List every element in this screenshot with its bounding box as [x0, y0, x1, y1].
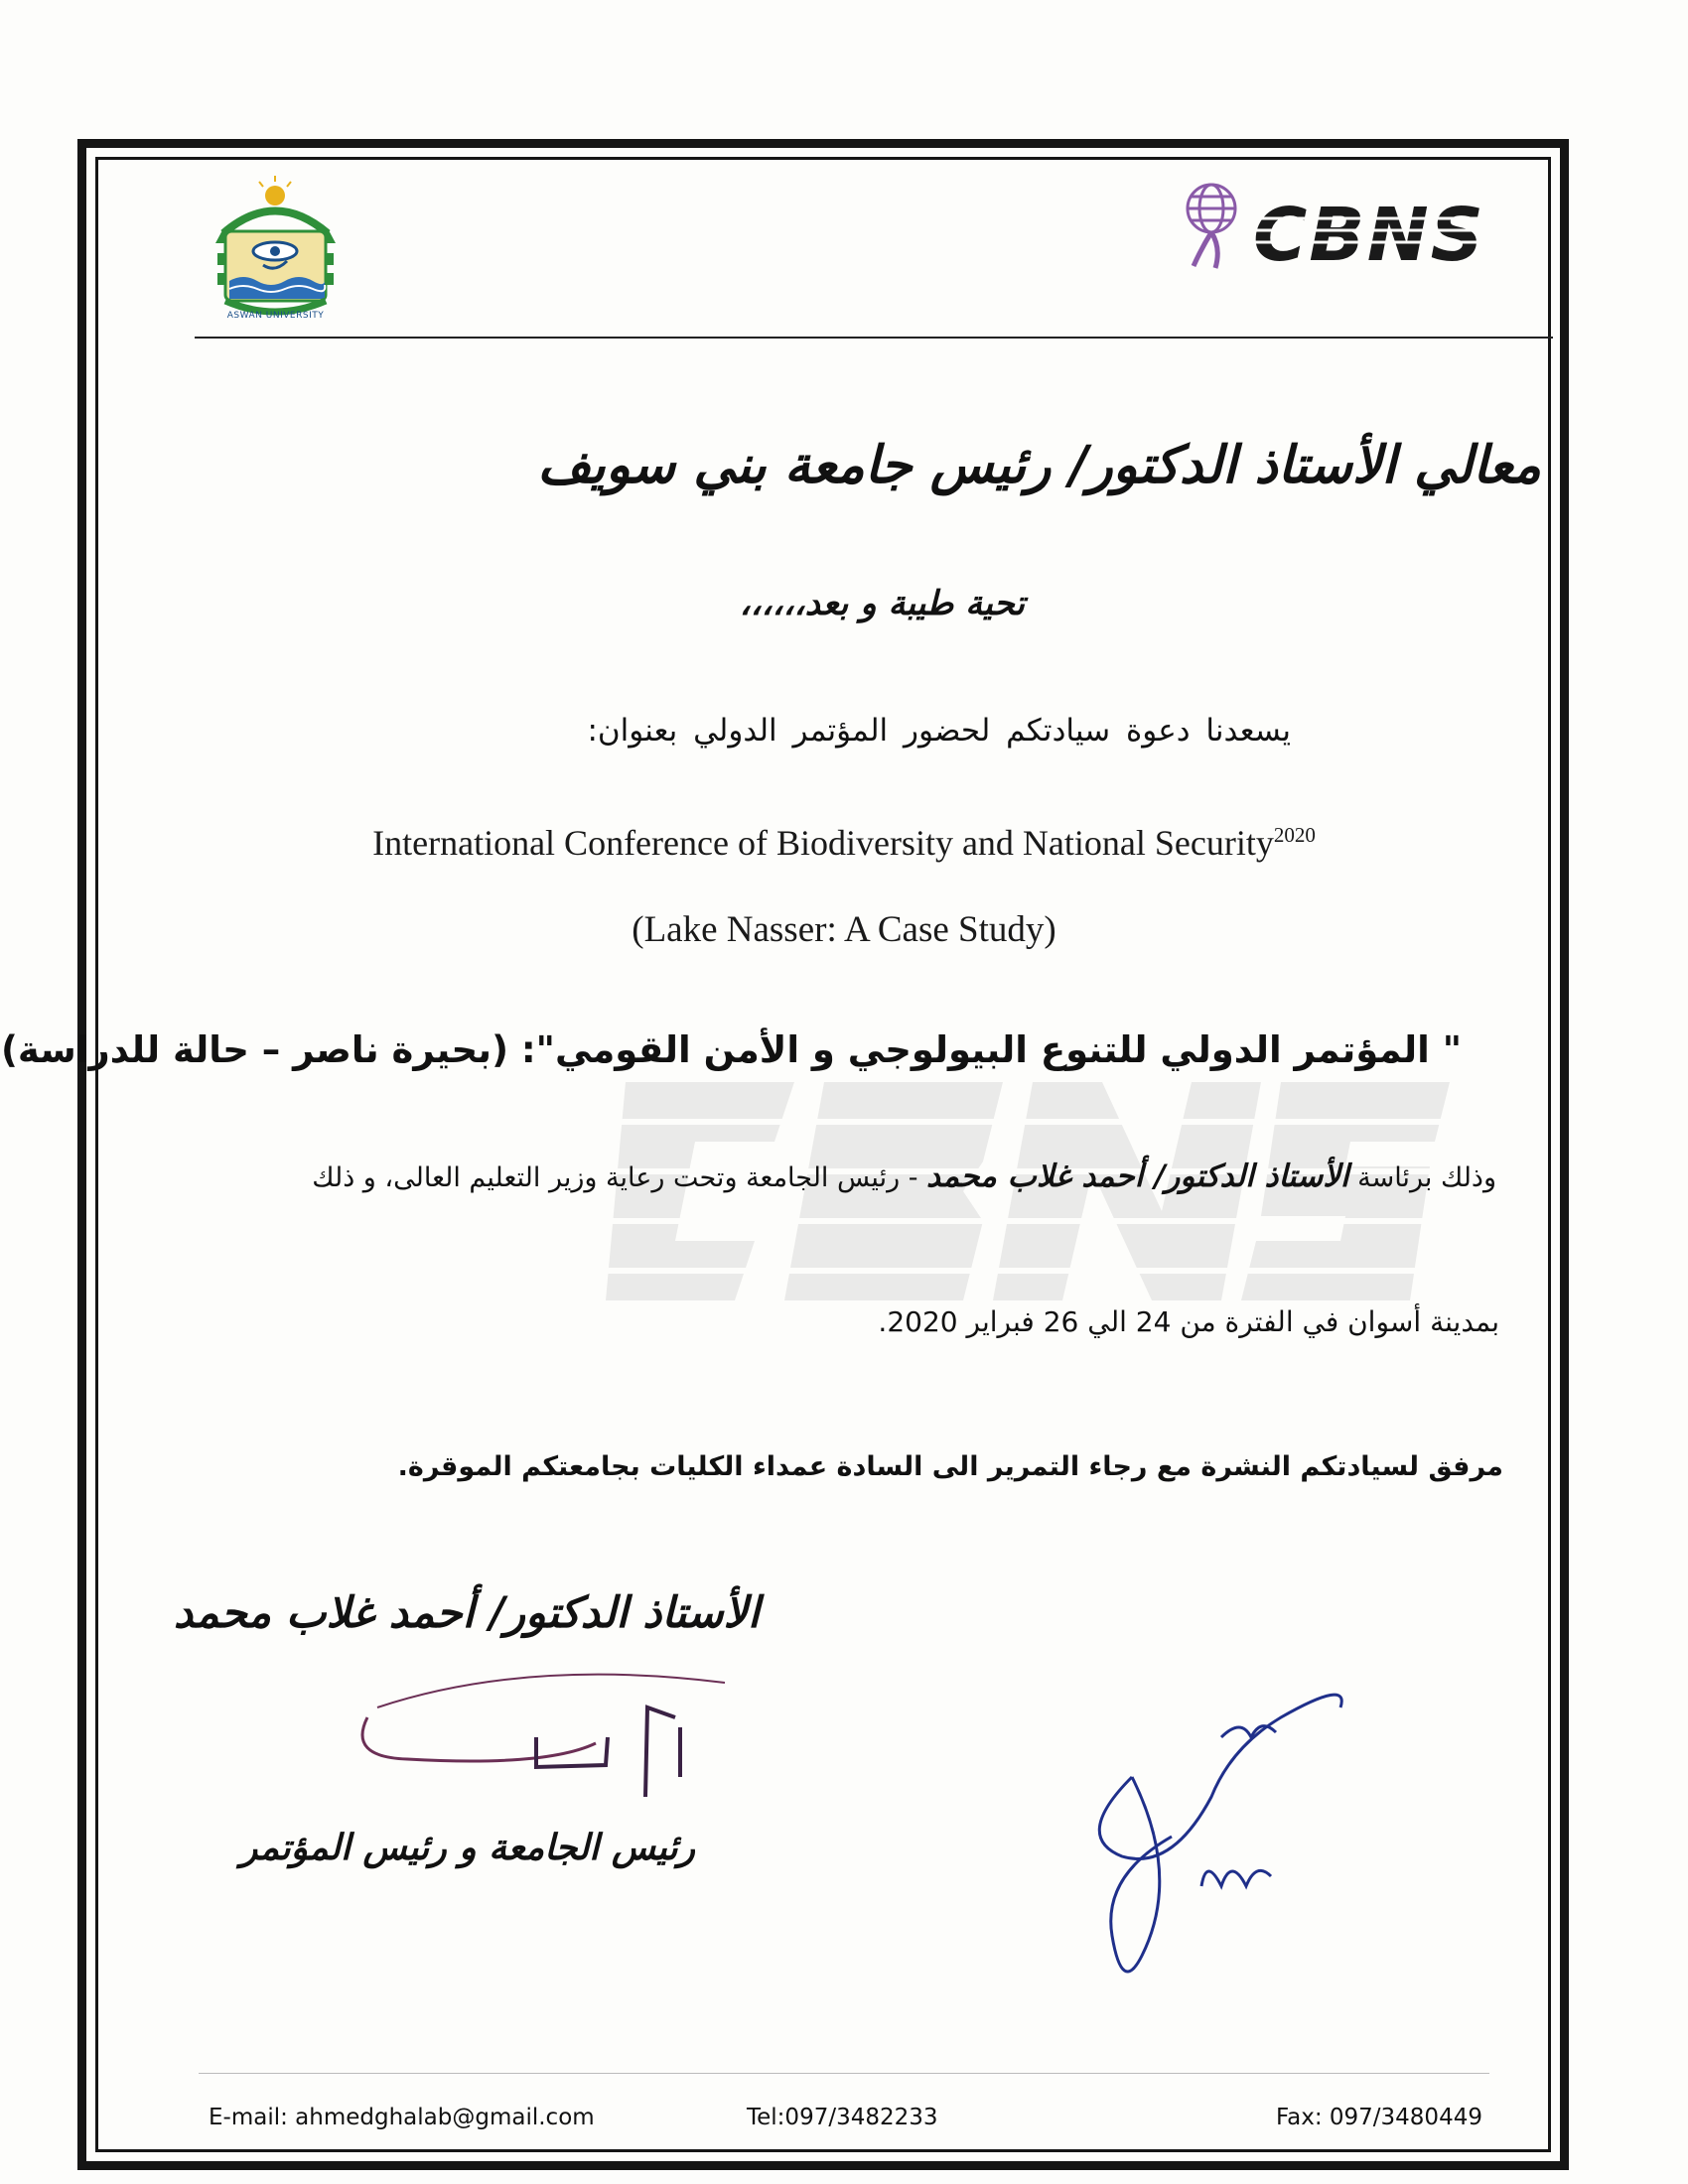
footer-tel: Tel:097/3482233	[747, 2105, 938, 2130]
cbns-logo	[1172, 179, 1499, 288]
presidency-prefix: وذلك برئاسة	[1357, 1162, 1496, 1193]
presidency-name: الأستاذ الدكتور/ أحمد غلاب محمد	[926, 1159, 1349, 1194]
footer-fax: Fax: 097/3480449	[1276, 2105, 1482, 2130]
aswan-university-logo	[204, 174, 348, 333]
greeting: تحية طيبة و بعد،،،،،،	[739, 584, 1025, 623]
signatory-role: رئيس الجامعة و رئيس المؤتمر	[239, 1827, 695, 1868]
logo-caption: ASWAN UNIVERSITY	[226, 311, 325, 321]
conference-title-ar: " المؤتمر الدولي للتنوع البيولوجي و الأمن القومي": (بحيرة ناصر – حالة للدراسة)	[1, 1028, 1462, 1071]
conference-title-text: International Conference of Biodiversity and National Security	[372, 823, 1274, 863]
attachment-note: مرفق لسيادتكم النشرة مع رجاء التمرير الى السادة عمداء الكليات بجامعتكم الموقرة.	[397, 1451, 1503, 1482]
invitation-text: يسعدنا دعوة سيادتكم لحضور المؤتمر الدولي بعنوان:	[587, 713, 1291, 749]
footer-divider	[199, 2073, 1489, 2074]
cbns-logo-text: CBNS	[1253, 193, 1485, 278]
location-dates: بمدينة أسوان في الفترة من 24 الي 26 فبراير 2020.	[878, 1305, 1499, 1338]
conference-subtitle-en: (Lake Nasser: A Case Study)	[632, 909, 1056, 950]
presidency-suffix: - رئيس الجامعة وتحت رعاية وزير التعليم العالى، و ذلك	[312, 1162, 918, 1193]
presidency-line	[312, 1159, 1496, 1194]
signatory-name: الأستاذ الدكتور/ أحمد غلاب محمد	[173, 1588, 760, 1638]
salutation: معالي الأستاذ الدكتور/ رئيس جامعة بني سويف	[537, 435, 1541, 495]
header-divider	[195, 337, 1553, 339]
conference-year: 2020	[1273, 823, 1316, 847]
footer-email: E-mail: ahmedghalab@gmail.com	[209, 2105, 595, 2130]
conference-title-en	[0, 822, 1688, 864]
handwritten-signature	[348, 1648, 745, 1817]
second-signature	[1082, 1658, 1380, 1995]
